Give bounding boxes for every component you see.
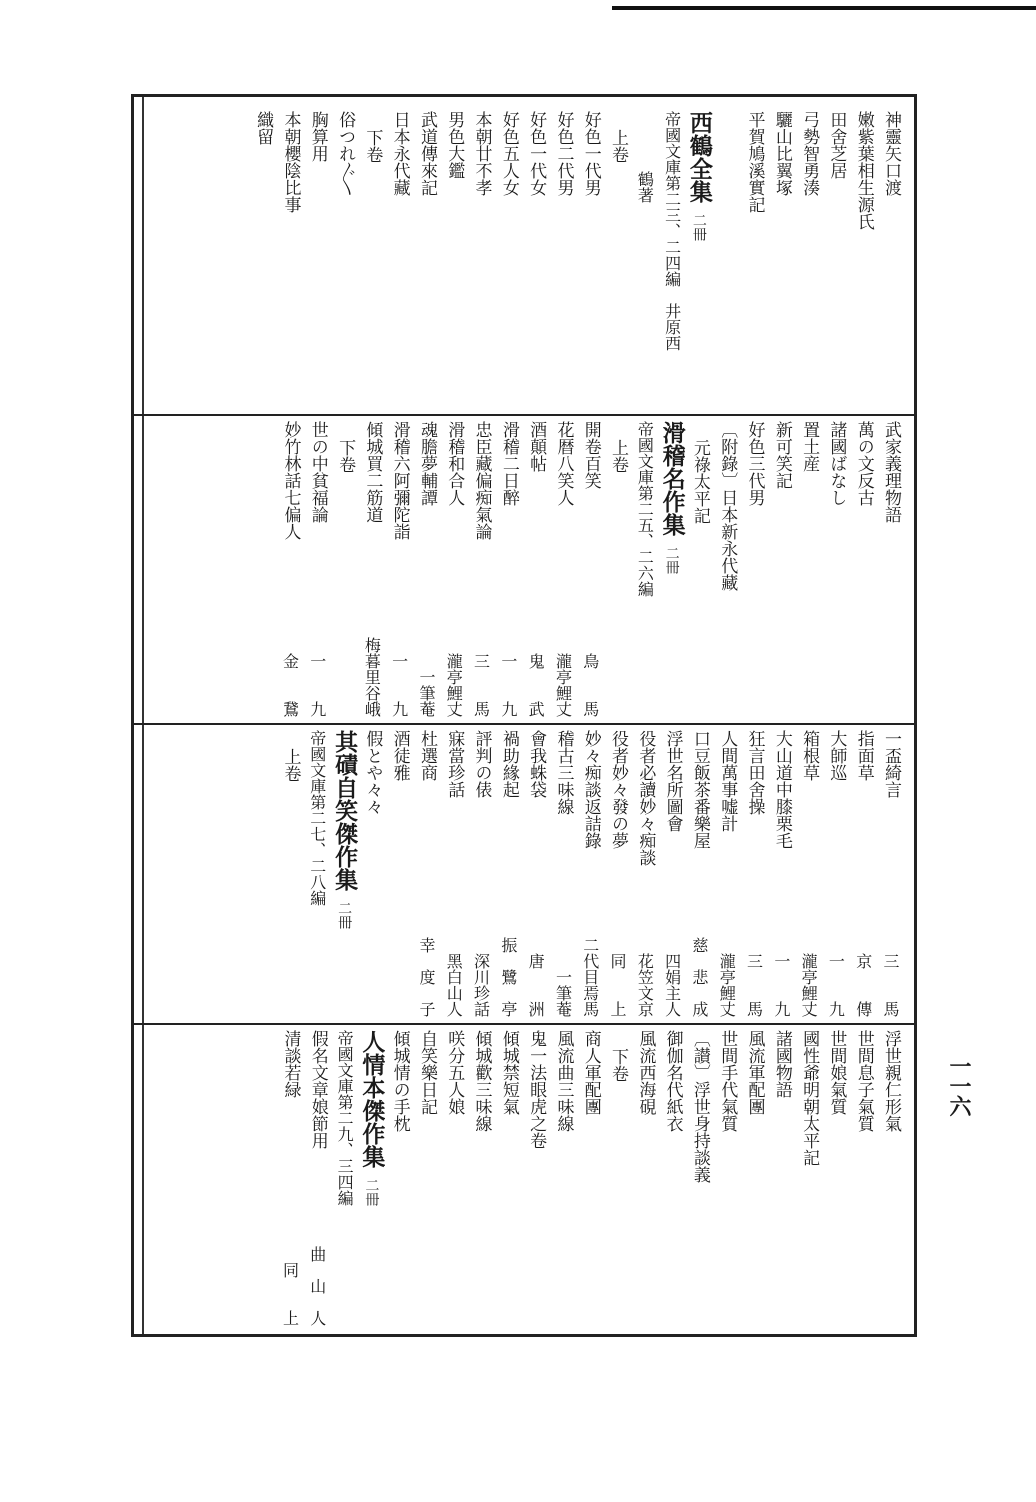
- entry-title: 日本永代藏: [389, 111, 410, 196]
- catalog-entry: [795, 1030, 822, 1326]
- entry-title: 風流曲三味線: [553, 1030, 574, 1132]
- catalog-entry: [604, 730, 631, 1017]
- volume-count: 二冊: [690, 213, 707, 241]
- catalog-entry: [495, 1030, 522, 1326]
- entry-title: 帝國文庫第二三、二四編 井原西: [662, 111, 682, 351]
- entry-title: 世の中貧福論: [307, 421, 328, 523]
- entry-author: 一 九: [771, 953, 791, 1017]
- catalog-entry: [740, 1030, 767, 1326]
- entry-author: 一筆菴: [553, 969, 573, 1017]
- catalog-entry: [440, 730, 467, 1017]
- entry-title: 神靈矢口渡: [881, 111, 901, 196]
- entry-title: 嫩紫葉相生源氏: [853, 111, 874, 230]
- catalog-entry: [604, 1030, 631, 1326]
- entry-author: 同 上: [280, 1262, 300, 1326]
- entry-author: 幸 度 子: [416, 937, 436, 1017]
- catalog-entry: [740, 421, 767, 717]
- entry-title: 大師巡: [826, 730, 847, 781]
- entry-title: 禍助緣起: [498, 730, 519, 798]
- catalog-entry: [768, 1030, 795, 1326]
- entry-title: 上卷: [608, 129, 629, 163]
- collection-heading: [331, 730, 358, 1017]
- catalog-entry: [740, 111, 767, 407]
- entry-title: 杜選商: [416, 730, 437, 781]
- entry-title: 浮世親仁形氣: [881, 1030, 901, 1132]
- catalog-entry: [549, 730, 576, 1017]
- tier-divider: [134, 723, 914, 725]
- catalog-entry: [795, 730, 822, 1017]
- entry-title: 帝國文庫第二五、二六編: [635, 421, 655, 597]
- entry-title: 〔讃〕浮世身持談義: [689, 1030, 710, 1183]
- entry-author: 瀧亭鯉丈: [444, 653, 464, 717]
- catalog-entry: [576, 421, 603, 717]
- volume-count: 二冊: [663, 546, 680, 574]
- entry-author: 一 九: [307, 653, 327, 717]
- catalog-entry: [604, 421, 631, 717]
- catalog-entry: [713, 111, 740, 407]
- catalog-entry: [795, 111, 822, 407]
- collection-subheading: [331, 1030, 358, 1326]
- catalog-entry: [631, 1030, 658, 1326]
- catalog-frame: [131, 94, 917, 1337]
- entry-author: 花笠文京: [635, 953, 655, 1017]
- entry-title: 大山道中膝栗毛: [771, 730, 792, 849]
- catalog-entry: [549, 1030, 576, 1326]
- catalog-entry: [877, 111, 904, 407]
- catalog-entry: [549, 421, 576, 717]
- catalog-entry: [522, 111, 549, 407]
- entry-title: 清談若緑: [280, 1030, 301, 1098]
- catalog-entry: [549, 111, 576, 407]
- entry-title: 酒顛帖: [526, 421, 547, 472]
- entry-title: 滑稽二日醉: [498, 421, 519, 506]
- catalog-entry: [713, 730, 740, 1017]
- catalog-entry: [303, 1030, 330, 1326]
- entry-title: 風流軍配團: [744, 1030, 765, 1115]
- catalog-entry: [768, 421, 795, 717]
- entry-title: 狂言田舍操: [744, 730, 765, 815]
- catalog-entry: [276, 1030, 303, 1326]
- entry-author: 振 鷺 亭: [498, 937, 518, 1017]
- catalog-entry: [522, 730, 549, 1017]
- catalog-entry: [768, 730, 795, 1017]
- entry-author: 金 鵞: [280, 653, 300, 717]
- catalog-entry: [740, 730, 767, 1017]
- entry-title: 上卷: [608, 439, 629, 473]
- catalog-entry: [822, 421, 849, 717]
- entry-author: 一 九: [826, 953, 846, 1017]
- catalog-entry: [467, 1030, 494, 1326]
- catalog-entry: [385, 111, 412, 407]
- entry-title: 人間萬事嘘計: [717, 730, 738, 832]
- catalog-entry: [467, 421, 494, 717]
- entry-title: 會我蛛袋: [526, 730, 547, 798]
- entry-title: 浮世名所圖會: [662, 730, 683, 832]
- volume-count: 二冊: [363, 1178, 380, 1206]
- top-corner-rule: [612, 6, 1036, 10]
- entry-title: 下卷: [608, 1048, 629, 1082]
- entry-title: 咲分五人娘: [444, 1030, 465, 1115]
- entry-title: 役者妙々發の夢: [608, 730, 629, 849]
- entry-title: 平賀鳩溪實記: [744, 111, 765, 213]
- entry-title: 傾城禁短氣: [498, 1030, 519, 1115]
- entry-title: 忠臣藏偏痴氣論: [471, 421, 492, 540]
- page-number: 一一六: [946, 1055, 972, 1115]
- entry-title: 自笑樂日記: [416, 1030, 437, 1115]
- catalog-entry: [303, 111, 330, 407]
- entry-title: 國性爺明朝太平記: [799, 1030, 820, 1166]
- entry-title: 箱根草: [799, 730, 820, 781]
- entry-title: 武家義理物語: [881, 421, 901, 523]
- catalog-entry: [849, 421, 876, 717]
- catalog-entry: [331, 111, 358, 407]
- entry-author: 曲 山 人: [307, 1246, 327, 1326]
- frame-inner-rule: [142, 97, 144, 1334]
- volume-count: 二冊: [336, 901, 353, 929]
- entry-author: 三 馬: [881, 953, 900, 1017]
- entry-title: 假名文章娘節用: [307, 1030, 328, 1149]
- entry-title: 一盃綺言: [881, 730, 901, 798]
- entry-title: 稽古三味線: [553, 730, 574, 815]
- collection-title: 西鶴全集: [685, 111, 713, 203]
- collection-title: 滑稽名作集: [658, 421, 686, 536]
- catalog-entry: [713, 1030, 740, 1326]
- entry-title: 下卷: [362, 129, 383, 163]
- entry-author: 慈 悲 成: [689, 937, 709, 1017]
- entry-title: 男色大鑑: [444, 111, 465, 179]
- entry-title: 新可笑記: [771, 421, 792, 489]
- catalog-entry: [249, 111, 276, 407]
- entry-title: 好色五人女: [498, 111, 519, 196]
- entry-author: 一 九: [498, 653, 518, 717]
- entry-title: 世間娘氣質: [826, 1030, 847, 1115]
- entry-author: 三 馬: [471, 653, 491, 717]
- catalog-entry: [686, 1030, 713, 1326]
- entry-title: 萬の文反古: [853, 421, 874, 506]
- entry-title: 元祿太平記: [689, 439, 710, 524]
- collection-subheading: [631, 111, 658, 407]
- entry-title: 帝國文庫第二七、二八編: [307, 730, 327, 906]
- entry-title: 田舍芝居: [826, 111, 847, 179]
- catalog-entry: [385, 1030, 412, 1326]
- catalog-entry: [276, 730, 303, 1017]
- catalog-entry: [849, 111, 876, 407]
- entry-title: 諸國ばなし: [826, 421, 847, 506]
- catalog-entry: [440, 421, 467, 717]
- entry-title: 諸國物語: [771, 1030, 792, 1098]
- entry-author: 京 傳: [853, 953, 873, 1017]
- tier-divider: [134, 414, 914, 416]
- entry-author: 鬼 武: [526, 653, 546, 717]
- collection-subheading: [303, 730, 330, 1017]
- catalog-entry: [522, 1030, 549, 1326]
- entry-title: 假とや々々: [362, 730, 383, 815]
- catalog-tier-3: [152, 730, 904, 1017]
- catalog-entry: [413, 421, 440, 717]
- catalog-entry: [303, 421, 330, 717]
- collection-title: 其磧自笑傑作集: [331, 730, 359, 891]
- catalog-entry: [413, 111, 440, 407]
- catalog-entry: [604, 111, 631, 407]
- catalog-entry: [822, 1030, 849, 1326]
- catalog-entry: [385, 730, 412, 1017]
- entry-title: 鶴著: [635, 171, 655, 203]
- catalog-entry: [849, 1030, 876, 1326]
- tier-divider: [134, 1023, 914, 1025]
- catalog-entry: [495, 421, 522, 717]
- entry-title: 世間息子氣質: [853, 1030, 874, 1132]
- entry-author: 三 馬: [744, 953, 764, 1017]
- collection-title: 人情本傑作集: [358, 1030, 386, 1168]
- entry-author: 梅暮里谷峨: [362, 637, 382, 717]
- entry-title: 帝國文庫第二九、三四編: [335, 1030, 355, 1206]
- entry-title: 好色一代男: [580, 111, 601, 196]
- entry-title: 御伽名代紙衣: [662, 1030, 683, 1132]
- catalog-entry: [276, 111, 303, 407]
- catalog-entry: [877, 421, 904, 717]
- entry-title: 胸算用: [307, 111, 328, 162]
- entry-title: 傾城買二筋道: [362, 421, 383, 523]
- entry-title: 寐當珍話: [444, 730, 465, 798]
- catalog-entry: [795, 421, 822, 717]
- entry-title: 下卷: [335, 439, 356, 473]
- entry-author: 一 九: [389, 653, 409, 717]
- catalog-entry: [877, 1030, 904, 1326]
- catalog-entry: [713, 421, 740, 717]
- catalog-entry: [467, 730, 494, 1017]
- entry-title: 口豆飯茶番樂屋: [689, 730, 710, 849]
- entry-title: 魂膽夢輔譚: [416, 421, 437, 506]
- collection-subheading: [658, 111, 685, 407]
- entry-author: 一筆菴: [416, 669, 436, 717]
- entry-author: 唐 洲: [526, 953, 546, 1017]
- catalog-tier-2: [152, 421, 904, 717]
- catalog-entry: [440, 111, 467, 407]
- catalog-entry: [495, 730, 522, 1017]
- catalog-entry: [768, 111, 795, 407]
- entry-author: 瀧亭鯉丈: [717, 953, 737, 1017]
- entry-title: 傾城情の手枕: [389, 1030, 410, 1132]
- entry-title: 鬼一法眼虎之卷: [526, 1030, 547, 1149]
- entry-title: 妙々痴談返詰錄: [580, 730, 601, 849]
- entry-title: 花暦八笑人: [553, 421, 574, 506]
- catalog-entry: [413, 730, 440, 1017]
- entry-title: 好色三代男: [744, 421, 765, 506]
- catalog-entry: [276, 421, 303, 717]
- entry-title: 本朝櫻陰比事: [280, 111, 301, 213]
- catalog-entry: [686, 421, 713, 717]
- entry-title: 〔附錄〕日本新永代藏: [717, 421, 738, 591]
- catalog-tier-1: [152, 111, 904, 407]
- entry-title: 武道傳來記: [416, 111, 437, 196]
- entry-title: 滑稽和合人: [444, 421, 465, 506]
- entry-title: 好色一代女: [526, 111, 547, 196]
- catalog-entry: [822, 111, 849, 407]
- entry-author: 深川珍話: [471, 953, 491, 1017]
- catalog-entry: [467, 111, 494, 407]
- catalog-entry: [385, 421, 412, 717]
- entry-title: 置土産: [799, 421, 820, 472]
- entry-title: 驪山比翼塚: [771, 111, 792, 196]
- entry-title: 酒徒雅: [389, 730, 410, 781]
- entry-title: 本朝廿不孝: [471, 111, 492, 196]
- catalog-entry: [576, 730, 603, 1017]
- catalog-entry: [658, 1030, 685, 1326]
- collection-subheading: [631, 421, 658, 717]
- entry-author: 鳥 馬: [580, 653, 600, 717]
- entry-author: 黑白山人: [444, 953, 464, 1017]
- catalog-entry: [631, 730, 658, 1017]
- catalog-entry: [358, 111, 385, 407]
- entry-author: 四娟主人: [662, 953, 682, 1017]
- entry-author: 同 上: [608, 953, 628, 1017]
- entry-title: 俗つれ〴〵: [335, 111, 356, 196]
- entry-title: 評判の俵: [471, 730, 492, 798]
- collection-heading: [686, 111, 713, 407]
- catalog-entry: [413, 1030, 440, 1326]
- entry-author: 瀧亭鯉丈: [553, 653, 573, 717]
- entry-author: 瀧亭鯉丈: [799, 953, 819, 1017]
- entry-title: 上卷: [280, 748, 301, 782]
- catalog-entry: [522, 421, 549, 717]
- entry-title: 世間手代氣質: [717, 1030, 738, 1132]
- catalog-tier-4: [152, 1030, 904, 1326]
- entry-title: 妙竹林話七偏人: [280, 421, 301, 540]
- catalog-entry: [658, 730, 685, 1017]
- entry-title: 商人軍配團: [580, 1030, 601, 1115]
- catalog-entry: [576, 1030, 603, 1326]
- catalog-entry: [495, 111, 522, 407]
- catalog-entry: [822, 730, 849, 1017]
- entry-title: 好色二代男: [553, 111, 574, 196]
- collection-heading: [358, 1030, 385, 1326]
- catalog-entry: [576, 111, 603, 407]
- entry-title: 開卷百笑: [580, 421, 601, 489]
- entry-author: 二代目焉馬: [580, 937, 600, 1017]
- entry-title: 傾城歡三味線: [471, 1030, 492, 1132]
- catalog-entry: [331, 421, 358, 717]
- entry-title: 織留: [253, 111, 274, 145]
- entry-title: 弓勢智勇湊: [799, 111, 820, 196]
- collection-heading: [658, 421, 685, 717]
- catalog-entry: [686, 730, 713, 1017]
- catalog-entry: [877, 730, 904, 1017]
- entry-title: 役者必讀妙々痴談: [635, 730, 656, 866]
- entry-title: 指面草: [853, 730, 874, 781]
- entry-title: 風流西海硯: [635, 1030, 656, 1115]
- entry-title: 滑稽六阿彌陀詣: [389, 421, 410, 540]
- catalog-entry: [358, 730, 385, 1017]
- catalog-entry: [440, 1030, 467, 1326]
- catalog-entry: [358, 421, 385, 717]
- catalog-entry: [849, 730, 876, 1017]
